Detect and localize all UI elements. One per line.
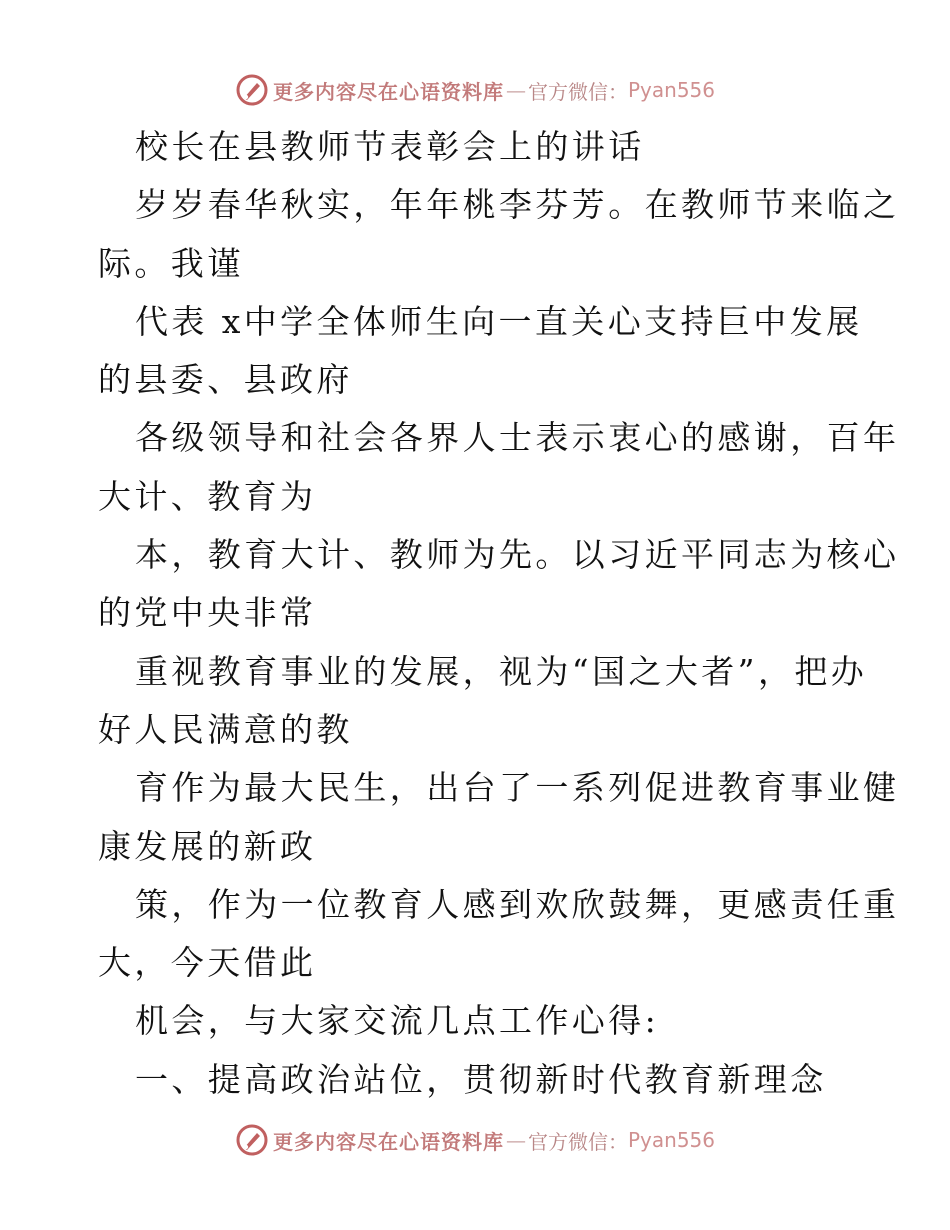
watermark-official-label: 官方微信： <box>527 1129 628 1154</box>
text-line: 机会，与大家交流几点工作心得: <box>135 1001 660 1041</box>
text-line: 校长在县教师节表彰会上的讲话 <box>135 127 645 166</box>
text-line: 策，作为一位教育人感到欢欣鼓舞，更感责任重 <box>135 884 900 924</box>
pen-logo-icon <box>235 73 269 107</box>
text-line: 代表 x中学全体师生向一直关心支持巨中发展 <box>135 301 863 341</box>
text-line: 康发展的新政 <box>98 826 317 866</box>
text-line: 一、提高政治站位，贯彻新时代教育新理念 <box>135 1059 827 1099</box>
text-line: 育作为最大民生，出台了一系列促进教育事业健 <box>135 768 900 808</box>
header-watermark <box>0 70 950 110</box>
text-line: 好人民满意的教 <box>98 709 353 749</box>
text-line: 大计、教育为 <box>98 476 317 516</box>
watermark-wechat-id: Pyan556 <box>627 78 715 102</box>
watermark-site-text: 更多内容尽在心语资料库 <box>272 1129 504 1154</box>
watermark-site-text: 更多内容尽在心语资料库 <box>272 79 504 104</box>
pen-logo-icon <box>235 1123 269 1157</box>
text-line: 岁岁春华秋实，年年桃李芬芳。在教师节来临之 <box>135 185 900 225</box>
watermark-official-label: 官方微信： <box>527 79 628 104</box>
text-line: 本，教育大计、教师为先。以习近平同志为核心 <box>135 535 900 575</box>
footer-watermark <box>0 1120 950 1160</box>
watermark-wechat-id: Pyan556 <box>627 1128 715 1152</box>
text-line: 大，今天借此 <box>98 943 317 983</box>
text-line: 的党中央非常 <box>98 593 317 633</box>
text-line: 各级领导和社会各界人士表示衷心的感谢，百年 <box>135 418 900 458</box>
watermark-dash: — <box>505 78 526 102</box>
watermark-dash: — <box>505 1128 526 1152</box>
document-body <box>98 118 900 1109</box>
text-line: 际。我谨 <box>98 243 244 283</box>
text-line: 的县委、县政府 <box>98 360 353 400</box>
text-line: 重视教育事业的发展，视为“国之大者”，把办 <box>135 651 868 691</box>
